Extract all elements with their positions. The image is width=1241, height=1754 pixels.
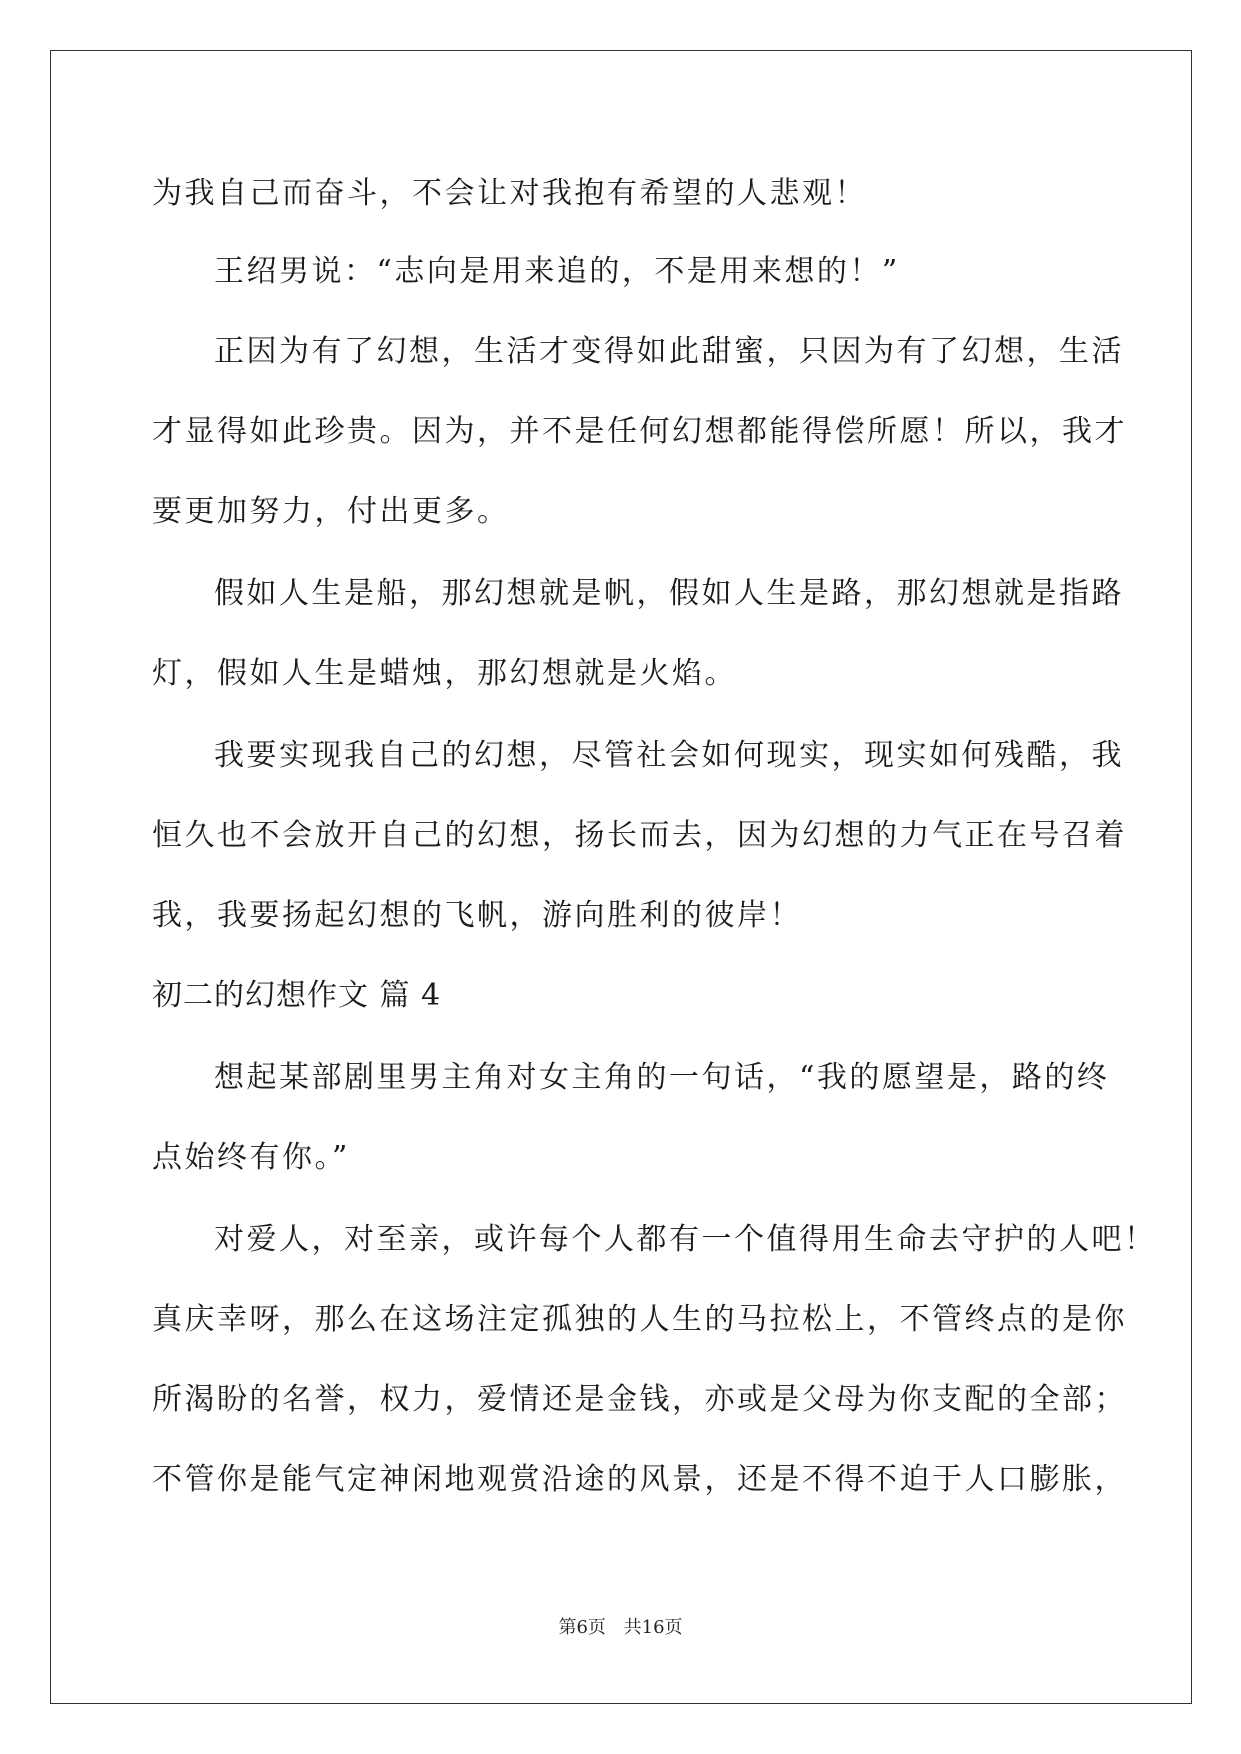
text-line: 正因为有了幻想，生活才变得如此甜蜜，只因为有了幻想，生活 [214,334,1124,369]
text-line: 真庆幸呀，那么在这场注定孤独的人生的马拉松上，不管终点的是你 [152,1302,1127,1337]
text-line: 才显得如此珍贵。因为，并不是任何幻想都能得偿所愿！所以，我才 [152,414,1127,449]
text-line: 为我自己而奋斗，不会让对我抱有希望的人悲观！ [152,176,867,211]
text-line: 我要实现我自己的幻想，尽管社会如何现实，现实如何残酷，我 [214,738,1124,773]
text-line: 我，我要扬起幻想的飞帆，游向胜利的彼岸！ [152,898,802,933]
text-line: 所渴盼的名誉，权力，爱情还是金钱，亦或是父母为你支配的全部； [152,1382,1127,1417]
page-number-current: 第6页 [558,1617,606,1638]
section-heading: 初二的幻想作文 篇 4 [152,978,442,1013]
text-line: 点始终有你。” [152,1140,350,1175]
text-line: 想起某部剧里男主角对女主角的一句话，“我的愿望是，路的终 [214,1060,1110,1095]
text-line: 对爱人，对至亲，或许每个人都有一个值得用生命去守护的人吧！ [214,1222,1157,1257]
page-border [50,50,1192,1704]
text-line: 不管你是能气定神闲地观赏沿途的风景，还是不得不迫于人口膨胀， [152,1462,1127,1497]
text-line: 灯，假如人生是蜡烛，那幻想就是火焰。 [152,656,737,691]
text-line: 假如人生是船，那幻想就是帆，假如人生是路，那幻想就是指路 [214,576,1124,611]
text-line: 恒久也不会放开自己的幻想，扬长而去，因为幻想的力气正在号召着 [152,818,1127,853]
page-number-total: 共16页 [623,1617,683,1638]
page-footer [0,1617,1241,1639]
text-line: 要更加努力，付出更多。 [152,494,510,529]
text-line: 王绍男说：“志向是用来追的，不是用来想的！” [214,254,900,289]
